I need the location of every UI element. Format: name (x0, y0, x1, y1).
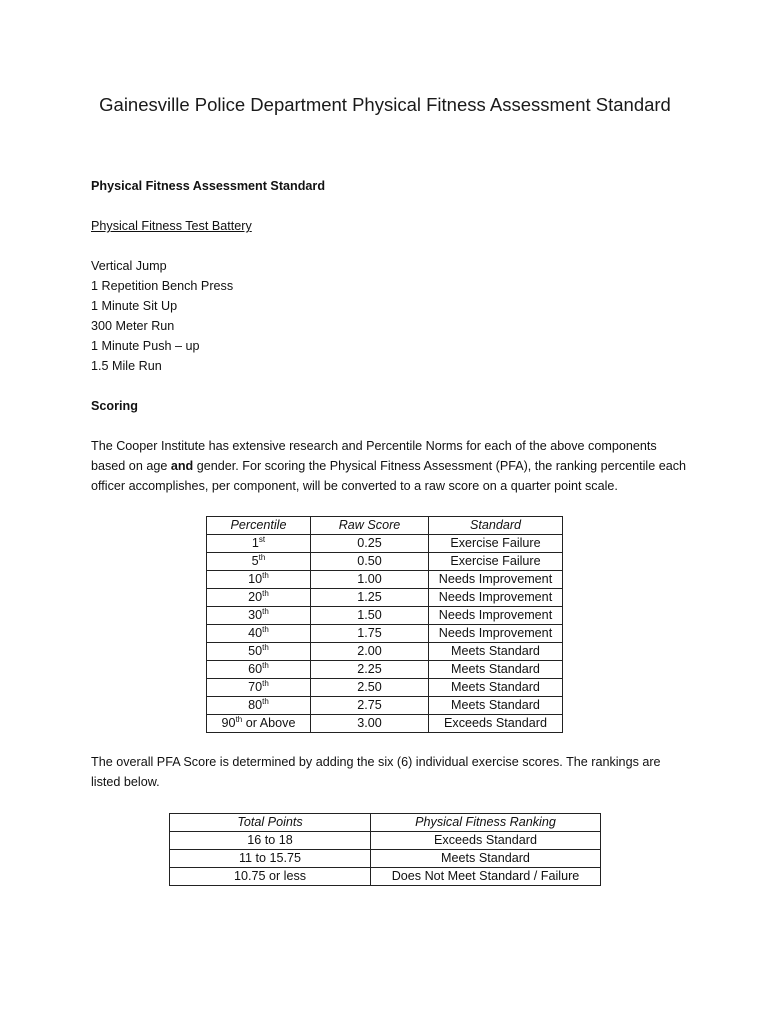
percentile-cell (207, 715, 311, 733)
battery-item: 300 Meter Run (91, 319, 175, 333)
standard-cell: Needs Improvement (429, 607, 563, 625)
table-row (170, 832, 601, 850)
table-row (207, 553, 563, 571)
total-points-cell: 10.75 or less (170, 868, 371, 886)
percentile-ordinal: th (235, 714, 243, 724)
column-header: Raw Score (311, 517, 429, 535)
standard-cell: Needs Improvement (429, 571, 563, 589)
scoring-paragraph (91, 436, 691, 496)
table-row (207, 715, 563, 733)
percentile-ordinal: th (262, 624, 269, 634)
percentile-cell (207, 661, 311, 679)
column-header: Physical Fitness Ranking (371, 814, 601, 832)
total-points-cell: 16 to 18 (170, 832, 371, 850)
table-row (170, 850, 601, 868)
percentile-cell (207, 625, 311, 643)
ranking-cell: Meets Standard (371, 850, 601, 868)
table-header-row (207, 517, 563, 535)
percentile-ordinal: st (258, 534, 266, 544)
column-header: Standard (429, 517, 563, 535)
percentile-cell (207, 553, 311, 571)
percentile-table (206, 516, 563, 733)
table-header-row (170, 814, 601, 832)
percentile-number: 40 (248, 626, 263, 640)
raw-score-cell: 1.75 (311, 625, 429, 643)
standard-cell: Exercise Failure (429, 535, 563, 553)
standard-cell: Needs Improvement (429, 589, 563, 607)
raw-score-cell: 2.00 (311, 643, 429, 661)
percentile-ordinal: th (262, 642, 269, 652)
table-row (170, 868, 601, 886)
percentile-ordinal: th (262, 678, 269, 688)
percentile-number: 1 (251, 536, 259, 550)
ranking-cell: Exceeds Standard (371, 832, 601, 850)
raw-score-cell: 1.00 (311, 571, 429, 589)
raw-score-cell: 1.25 (311, 589, 429, 607)
table-row (207, 643, 563, 661)
overall-paragraph: The overall PFA Score is determined by adding the six (6) individual exercise scores. The rankings are listed below. (91, 755, 661, 789)
percentile-cell (207, 643, 311, 661)
percentile-ordinal: th (262, 660, 269, 670)
page-title: Gainesville Police Department Physical Fitness Assessment Standard (99, 94, 671, 115)
table-row (207, 589, 563, 607)
percentile-number: 30 (248, 608, 263, 622)
standard-cell: Exercise Failure (429, 553, 563, 571)
table-row (207, 535, 563, 553)
standard-cell: Meets Standard (429, 661, 563, 679)
column-header: Total Points (170, 814, 371, 832)
table-row (207, 571, 563, 589)
table-row (207, 679, 563, 697)
standard-cell: Meets Standard (429, 643, 563, 661)
raw-score-cell: 3.00 (311, 715, 429, 733)
percentile-ordinal: th (262, 696, 269, 706)
percentile-ordinal: th (258, 552, 266, 562)
raw-score-cell: 2.25 (311, 661, 429, 679)
percentile-suffix: or Above (242, 716, 296, 730)
percentile-number: 80 (248, 698, 263, 712)
percentile-cell (207, 589, 311, 607)
percentile-number: 5 (251, 554, 259, 568)
percentile-number: 60 (248, 662, 263, 676)
raw-score-cell: 1.50 (311, 607, 429, 625)
battery-heading: Physical Fitness Test Battery (91, 219, 252, 233)
scoring-text-bold: and (170, 459, 194, 473)
scoring-heading: Scoring (91, 399, 138, 413)
standard-cell: Meets Standard (429, 697, 563, 715)
standard-cell: Meets Standard (429, 679, 563, 697)
table-row (207, 625, 563, 643)
percentile-cell (207, 571, 311, 589)
section-heading: Physical Fitness Assessment Standard (91, 179, 326, 193)
percentile-ordinal: th (262, 606, 269, 616)
scoring-text-1: The Cooper Institute has extensive research and Percentile Norms for each of the above components based on age (91, 439, 657, 473)
column-header: Percentile (207, 517, 311, 535)
percentile-ordinal: th (262, 588, 269, 598)
percentile-ordinal: th (262, 570, 269, 580)
percentile-cell (207, 607, 311, 625)
battery-item: 1 Minute Sit Up (91, 299, 178, 313)
percentile-cell (207, 535, 311, 553)
battery-item: 1.5 Mile Run (91, 359, 162, 373)
raw-score-cell: 2.75 (311, 697, 429, 715)
battery-item: Vertical Jump (91, 259, 167, 273)
table-row (207, 661, 563, 679)
percentile-number: 10 (248, 572, 263, 586)
percentile-number: 90 (221, 716, 236, 730)
battery-list (91, 256, 691, 376)
percentile-cell (207, 679, 311, 697)
scoring-text-2: gender. For scoring the Physical Fitness Assessment (PFA), the ranking percentile each officer accomplishes, per component, will be converted to a raw score on a quarter point scale. (91, 459, 687, 493)
standard-cell: Exceeds Standard (429, 715, 563, 733)
ranking-table (169, 813, 601, 886)
standard-cell: Needs Improvement (429, 625, 563, 643)
percentile-cell (207, 697, 311, 715)
percentile-number: 20 (248, 590, 263, 604)
total-points-cell: 11 to 15.75 (170, 850, 371, 868)
raw-score-cell: 0.50 (311, 553, 429, 571)
ranking-cell: Does Not Meet Standard / Failure (371, 868, 601, 886)
battery-item: 1 Minute Push – up (91, 339, 200, 353)
raw-score-cell: 2.50 (311, 679, 429, 697)
table-row (207, 607, 563, 625)
raw-score-cell: 0.25 (311, 535, 429, 553)
percentile-number: 50 (248, 644, 263, 658)
battery-item: 1 Repetition Bench Press (91, 279, 234, 293)
percentile-number: 70 (248, 680, 263, 694)
table-row (207, 697, 563, 715)
